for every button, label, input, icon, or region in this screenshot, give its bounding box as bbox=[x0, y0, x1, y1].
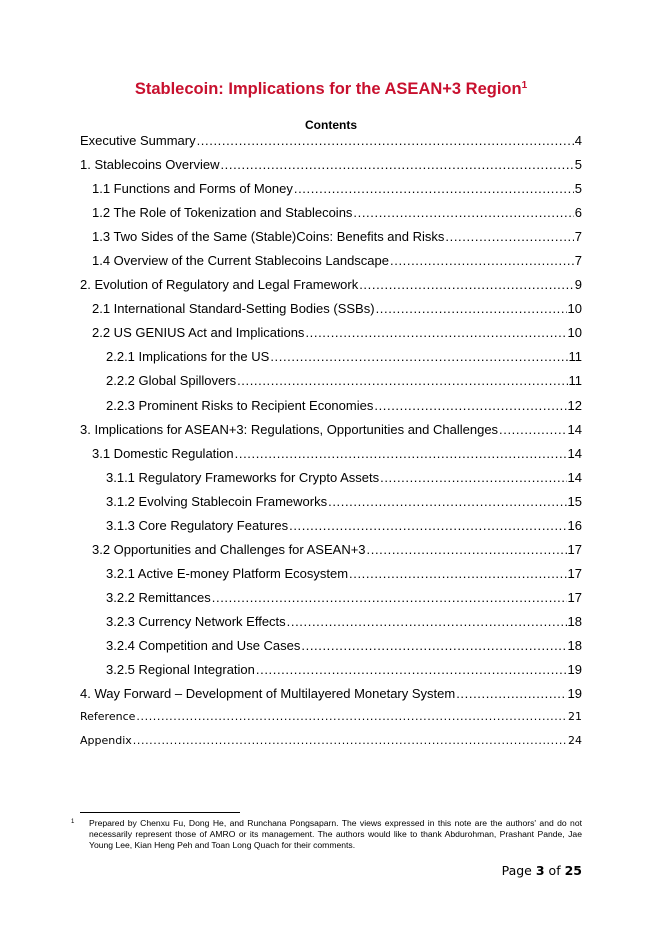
toc-entry[interactable] bbox=[80, 614, 582, 638]
toc-entry-page: 7 bbox=[574, 253, 582, 269]
toc-entry-label: 3.2.1 Active E-money Platform Ecosystem bbox=[106, 565, 349, 581]
toc-entry-label: 1.3 Two Sides of the Same (Stable)Coins: Benefits and Risks bbox=[92, 229, 445, 245]
toc-entry-label: Appendix bbox=[80, 734, 132, 748]
dot-leader bbox=[390, 253, 574, 268]
toc-entry-page: 7 bbox=[574, 229, 582, 245]
toc-entry[interactable] bbox=[80, 494, 582, 518]
dot-leader bbox=[380, 470, 566, 485]
toc-entry-page: 19 bbox=[567, 662, 582, 678]
toc-entry[interactable] bbox=[80, 566, 582, 590]
table-of-contents bbox=[80, 133, 582, 758]
toc-entry-label: 1.2 The Role of Tokenization and Stablecoins bbox=[92, 205, 353, 221]
toc-entry-page: 11 bbox=[568, 373, 582, 389]
toc-entry-page: 6 bbox=[574, 205, 582, 221]
toc-entry[interactable] bbox=[80, 181, 582, 205]
toc-entry-page: 14 bbox=[567, 445, 582, 461]
toc-entry-label: 2.2.2 Global Spillovers bbox=[106, 373, 237, 389]
footnote-separator bbox=[80, 812, 240, 813]
contents-heading: Contents bbox=[305, 118, 357, 132]
footnote-mark: 1 bbox=[71, 819, 75, 825]
toc-entry[interactable] bbox=[80, 662, 582, 686]
dot-leader bbox=[235, 446, 567, 461]
toc-entry-label: 3.2.4 Competition and Use Cases bbox=[106, 637, 301, 653]
dot-leader bbox=[294, 181, 574, 196]
current-page: 3 bbox=[535, 863, 545, 878]
toc-entry[interactable] bbox=[80, 301, 582, 325]
toc-entry[interactable] bbox=[80, 373, 582, 397]
toc-entry-label: 3.2.5 Regional Integration bbox=[106, 662, 255, 678]
toc-entry-page: 4 bbox=[574, 133, 582, 148]
toc-entry-label: 4. Way Forward – Development of Multilayered Monetary System bbox=[80, 686, 456, 702]
toc-entry-page: 21 bbox=[568, 710, 582, 724]
toc-entry[interactable] bbox=[80, 422, 582, 446]
toc-entry-page: 14 bbox=[567, 421, 582, 437]
total-pages: 25 bbox=[564, 863, 582, 878]
title-text: Stablecoin: Implications for the ASEAN+3 Region bbox=[134, 80, 522, 98]
toc-entry-page: 18 bbox=[567, 613, 582, 629]
dot-leader bbox=[270, 349, 567, 364]
toc-entry-label: 3.1.1 Regulatory Frameworks for Crypto Assets bbox=[106, 469, 380, 485]
toc-entry[interactable] bbox=[80, 229, 582, 253]
toc-entry-label: 2.1 International Standard-Setting Bodies (SSBs) bbox=[92, 301, 375, 317]
toc-entry-page: 17 bbox=[567, 589, 582, 605]
dot-leader bbox=[305, 325, 566, 340]
document-title bbox=[0, 80, 662, 99]
toc-entry[interactable] bbox=[80, 277, 582, 301]
toc-entry[interactable] bbox=[80, 710, 582, 734]
toc-entry-page: 16 bbox=[567, 517, 582, 533]
dot-leader bbox=[359, 277, 574, 292]
dot-leader bbox=[133, 734, 567, 747]
footnote-ref[interactable]: 1 bbox=[521, 80, 528, 91]
toc-entry[interactable] bbox=[80, 734, 582, 758]
toc-entry-page: 12 bbox=[567, 397, 582, 413]
dot-leader bbox=[289, 518, 566, 533]
toc-entry-label: 1.1 Functions and Forms of Money bbox=[92, 181, 293, 197]
toc-entry[interactable] bbox=[80, 518, 582, 542]
toc-entry[interactable] bbox=[80, 205, 582, 229]
dot-leader bbox=[212, 590, 567, 605]
dot-leader bbox=[456, 686, 566, 701]
of-label: of bbox=[548, 863, 561, 878]
dot-leader bbox=[374, 398, 566, 413]
toc-entry[interactable] bbox=[80, 638, 582, 662]
dot-leader bbox=[353, 205, 573, 220]
toc-entry-label: 3.1 Domestic Regulation bbox=[92, 445, 234, 461]
toc-entry-page: 10 bbox=[567, 325, 582, 341]
dot-leader bbox=[367, 542, 567, 557]
dot-leader bbox=[328, 494, 566, 509]
toc-entry-label: Reference bbox=[80, 710, 136, 724]
toc-entry-label: 3.1.3 Core Regulatory Features bbox=[106, 517, 289, 533]
toc-entry-label: 2. Evolution of Regulatory and Legal Framework bbox=[80, 277, 359, 293]
dot-leader bbox=[301, 638, 566, 653]
toc-entry-page: 10 bbox=[567, 301, 582, 317]
footnote bbox=[71, 817, 582, 851]
toc-entry-page: 9 bbox=[574, 277, 582, 293]
toc-entry[interactable] bbox=[80, 157, 582, 181]
toc-entry-page: 14 bbox=[567, 469, 582, 485]
toc-entry-page: 18 bbox=[567, 637, 582, 653]
page-number bbox=[502, 863, 582, 878]
toc-entry[interactable] bbox=[80, 686, 582, 710]
dot-leader bbox=[136, 710, 567, 723]
toc-entry-label: Executive Summary bbox=[80, 133, 196, 148]
toc-entry[interactable] bbox=[80, 253, 582, 277]
footnote-text: Prepared by Chenxu Fu, Dong He, and Runchana Pongsaparn. The views expressed in this note are the authors' and do not necessarily represent those of AMRO or its management. The authors would like to thank Abdurohman, Prashant Pande, Jae Young Lee, Kian Heng Peh and Toan Long Quach for their comments. bbox=[89, 818, 582, 850]
toc-entry-label: 2.2.1 Implications for the US bbox=[106, 349, 270, 365]
dot-leader bbox=[256, 662, 567, 677]
dot-leader bbox=[376, 301, 567, 316]
toc-entry[interactable] bbox=[80, 446, 582, 470]
toc-entry[interactable] bbox=[80, 349, 582, 373]
dot-leader bbox=[220, 157, 573, 172]
toc-entry-label: 3. Implications for ASEAN+3: Regulations, Opportunities and Challenges bbox=[80, 421, 499, 437]
toc-entry-page: 24 bbox=[568, 734, 582, 748]
toc-entry[interactable] bbox=[80, 398, 582, 422]
dot-leader bbox=[197, 133, 574, 148]
toc-entry[interactable] bbox=[80, 133, 582, 157]
toc-entry-page: 11 bbox=[568, 349, 582, 365]
toc-entry-page: 19 bbox=[567, 686, 582, 702]
toc-entry[interactable] bbox=[80, 325, 582, 349]
toc-entry[interactable] bbox=[80, 590, 582, 614]
dot-leader bbox=[445, 229, 573, 244]
dot-leader bbox=[499, 422, 566, 437]
toc-entry-label: 1. Stablecoins Overview bbox=[80, 157, 220, 173]
dot-leader bbox=[237, 373, 567, 388]
toc-entry-label: 3.1.2 Evolving Stablecoin Frameworks bbox=[106, 493, 328, 509]
toc-entry-label: 3.2 Opportunities and Challenges for ASEAN+3 bbox=[92, 541, 366, 557]
page-label: Page bbox=[501, 863, 532, 878]
toc-entry[interactable] bbox=[80, 470, 582, 494]
toc-entry-page: 15 bbox=[567, 493, 582, 509]
toc-entry-label: 3.2.2 Remittances bbox=[106, 589, 211, 605]
toc-entry-page: 5 bbox=[574, 181, 582, 197]
toc-entry-label: 3.2.3 Currency Network Effects bbox=[106, 613, 286, 629]
toc-entry[interactable] bbox=[80, 542, 582, 566]
toc-entry-label: 2.2 US GENIUS Act and Implications bbox=[92, 325, 305, 341]
dot-leader bbox=[349, 566, 566, 581]
toc-entry-label: 2.2.3 Prominent Risks to Recipient Economies bbox=[106, 397, 374, 413]
toc-entry-label: 1.4 Overview of the Current Stablecoins Landscape bbox=[92, 253, 390, 269]
toc-entry-page: 17 bbox=[567, 541, 582, 557]
dot-leader bbox=[287, 614, 567, 629]
toc-entry-page: 17 bbox=[567, 565, 582, 581]
toc-entry-page: 5 bbox=[574, 157, 582, 173]
